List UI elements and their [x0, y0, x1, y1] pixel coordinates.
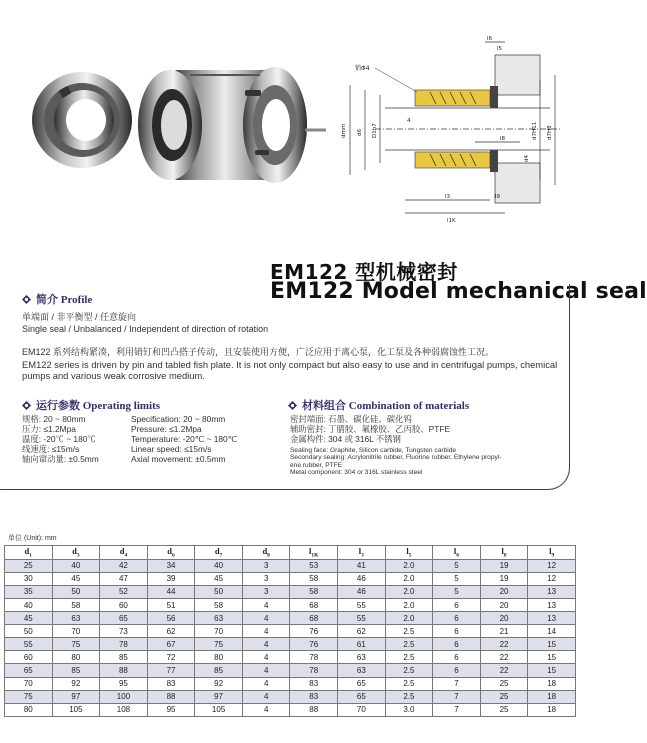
table-cell: 75 — [5, 690, 53, 703]
table-cell: 3 — [242, 585, 290, 598]
table-cell: 63 — [195, 612, 243, 625]
table-cell: 2.5 — [385, 690, 433, 703]
table-cell: 4 — [242, 703, 290, 716]
table-cell: 58 — [290, 585, 338, 598]
header-d7: $d_7$ — [195, 546, 243, 560]
table-cell: 73 — [100, 625, 148, 638]
materials-list-en — [290, 447, 501, 477]
table-cell: 58 — [52, 598, 100, 611]
table-cell: 58 — [290, 572, 338, 585]
header-l6: $l_6$ — [433, 546, 481, 560]
table-row — [5, 677, 576, 690]
material-metal-en: Metal component: 304 or 316L stainless steel — [290, 469, 423, 477]
table-cell: 55 — [338, 598, 386, 611]
table-cell: 2.5 — [385, 677, 433, 690]
table-cell: 13 — [528, 585, 576, 598]
header-l9: $l_9$ — [528, 546, 576, 560]
material-face-cn: 密封端面: 石墨、碳化硅、碳化钨 — [290, 414, 412, 424]
table-cell: 61 — [338, 638, 386, 651]
table-cell: 63 — [338, 664, 386, 677]
table-row — [5, 703, 576, 716]
table-cell: 25 — [480, 677, 528, 690]
table-cell: 35 — [5, 585, 53, 598]
table-cell: 76 — [290, 625, 338, 638]
material-face-en: Sealing face: Graphite, Silicon carbide, Tungsten carbide — [290, 447, 457, 454]
table-cell: 100 — [100, 690, 148, 703]
table-cell: 21 — [480, 625, 528, 638]
pin-label: 销Φ4 — [355, 65, 370, 72]
table-header-row — [5, 546, 576, 560]
table-cell: 83 — [290, 677, 338, 690]
table-cell: 65 — [338, 677, 386, 690]
table-cell: 6 — [433, 664, 481, 677]
table-cell: 77 — [147, 664, 195, 677]
table-cell: 78 — [290, 651, 338, 664]
table-cell: 4 — [242, 677, 290, 690]
table-row — [5, 572, 576, 585]
table-row — [5, 585, 576, 598]
table-cell: 85 — [195, 664, 243, 677]
table-cell: 58 — [195, 598, 243, 611]
table-cell: 19 — [480, 559, 528, 572]
table-cell: 46 — [338, 585, 386, 598]
table-cell: 22 — [480, 638, 528, 651]
header-d3: $d_3$ — [52, 546, 100, 560]
table-row — [5, 612, 576, 625]
table-cell: 6 — [433, 625, 481, 638]
table-row — [5, 598, 576, 611]
table-cell: 40 — [52, 559, 100, 572]
table-cell: 53 — [290, 559, 338, 572]
table-cell: 76 — [290, 638, 338, 651]
dim-d6: d6 — [357, 129, 363, 136]
table-cell: 67 — [147, 638, 195, 651]
material-secondary-cn: 辅助密封: 丁腈胶、氟橡胶、乙丙胶、PTFE — [290, 424, 451, 434]
page-title-en: EM122 Model mechanical seal — [270, 279, 647, 304]
table-cell: 4 — [242, 598, 290, 611]
table-cell: 92 — [52, 677, 100, 690]
table-cell: 41 — [338, 559, 386, 572]
table-cell: 56 — [147, 612, 195, 625]
table-cell: 40 — [5, 598, 53, 611]
header-l3: $l_3$ — [338, 546, 386, 560]
table-cell: 55 — [5, 638, 53, 651]
materials-heading-text: 材料组合 Combination of materials — [302, 400, 470, 412]
profile-desc-cn: EM122 系列结构紧凑，利用销钉和凹凸搭子传动，且安装使用方便，广泛应用于离心泵，化工泵及各种弱腐蚀性工况。 — [22, 347, 495, 357]
dim-l8: l8 — [500, 136, 506, 142]
table-cell: 13 — [528, 612, 576, 625]
limits-list-en — [131, 414, 237, 464]
table-cell: 95 — [147, 703, 195, 716]
table-cell: 68 — [290, 598, 338, 611]
table-cell: 62 — [147, 625, 195, 638]
material-secondary-en: Secondary sealing: Acrylonitrile rubber, Fluorine rubber, Ethylene propyl- — [290, 454, 502, 462]
dim-d4: d4 — [524, 155, 530, 162]
profile-desc-en: EM122 series is driven by pin and tabled fish plate. It is not only compact but also easy to use and in centrifugal pumps, chemical pumps and various weak corrosive medium. — [22, 359, 558, 382]
table-cell: 83 — [290, 690, 338, 703]
table-cell: 85 — [52, 664, 100, 677]
table-cell: 7 — [433, 703, 481, 716]
header-l1k: $l_{1K}$ — [290, 546, 338, 560]
dim-d7h8: d7H8 — [547, 125, 553, 140]
table-cell: 20 — [480, 598, 528, 611]
table-cell: 70 — [195, 625, 243, 638]
table-cell: 62 — [338, 625, 386, 638]
table-body — [5, 559, 576, 716]
rotating-unit-image — [138, 67, 326, 183]
table-cell: 5 — [433, 585, 481, 598]
table-cell: 12 — [528, 559, 576, 572]
table-cell: 25 — [5, 559, 53, 572]
table-cell: 4 — [242, 625, 290, 638]
table-cell: 95 — [100, 677, 148, 690]
table-cell: 42 — [100, 559, 148, 572]
table-cell: 45 — [5, 612, 53, 625]
table-row — [5, 559, 576, 572]
dim-l6: l6 — [487, 36, 493, 42]
profile-heading — [22, 291, 92, 307]
table-cell: 2.5 — [385, 625, 433, 638]
table-cell: 3 — [242, 559, 290, 572]
table-cell: 70 — [338, 703, 386, 716]
table-row — [5, 664, 576, 677]
limit-spec-en: Specification: 20 ~ 80mm — [131, 414, 226, 424]
table-cell: 4 — [242, 638, 290, 651]
table-cell: 47 — [100, 572, 148, 585]
table-cell: 2.0 — [385, 612, 433, 625]
limit-axial-cn: 轴向窜动量: ±0.5mm — [22, 454, 99, 464]
table-row — [5, 625, 576, 638]
diamond-icon — [22, 401, 31, 410]
table-cell: 70 — [52, 625, 100, 638]
table-cell: 2.5 — [385, 651, 433, 664]
dim-d7h11: d7H11 — [532, 121, 538, 140]
technical-drawing — [335, 30, 565, 230]
table-row — [5, 638, 576, 651]
limit-temp-cn: 温度: -20℃ ~ 180℃ — [22, 434, 96, 444]
table-cell: 50 — [5, 625, 53, 638]
limit-speed-en: Linear speed: ≤15m/s — [131, 444, 212, 454]
table-cell: 63 — [338, 651, 386, 664]
dim-l9: l9 — [495, 194, 501, 200]
table-cell: 65 — [100, 612, 148, 625]
table-cell: 2.0 — [385, 559, 433, 572]
table-cell: 88 — [100, 664, 148, 677]
table-cell: 108 — [100, 703, 148, 716]
table-cell: 80 — [195, 651, 243, 664]
table-cell: 40 — [195, 559, 243, 572]
table-cell: 45 — [195, 572, 243, 585]
table-cell: 60 — [100, 598, 148, 611]
table-cell: 4 — [242, 651, 290, 664]
materials-heading — [288, 397, 469, 413]
table-cell: 68 — [290, 612, 338, 625]
table-cell: 2.0 — [385, 598, 433, 611]
table-cell: 18 — [528, 690, 576, 703]
materials-list-cn — [290, 414, 450, 444]
table-cell: 20 — [480, 612, 528, 625]
dim-4: 4 — [407, 118, 411, 124]
header-d8: $d_8$ — [242, 546, 290, 560]
limit-temp-en: Temperature: -20℃ ~ 180℃ — [131, 434, 238, 444]
table-cell: 14 — [528, 625, 576, 638]
table-cell: 50 — [195, 585, 243, 598]
table-cell: 65 — [5, 664, 53, 677]
dim-dmm: dmm — [341, 123, 347, 138]
limit-spec-cn: 规格: 20 ~ 80mm — [22, 414, 86, 424]
table-cell: 30 — [5, 572, 53, 585]
table-cell: 78 — [290, 664, 338, 677]
table-cell: 25 — [480, 703, 528, 716]
table-cell: 20 — [480, 585, 528, 598]
limit-speed-cn: 线速度: ≤15m/s — [22, 444, 80, 454]
limit-pressure-en: Pressure: ≤1.2Mpa — [131, 424, 202, 434]
table-cell: 55 — [338, 612, 386, 625]
table-cell: 105 — [195, 703, 243, 716]
table-cell: 85 — [100, 651, 148, 664]
product-photo — [20, 30, 330, 210]
table-cell: 18 — [528, 677, 576, 690]
table-cell: 3.0 — [385, 703, 433, 716]
dim-l1k: l1K — [447, 218, 456, 224]
header-l8: $l_8$ — [480, 546, 528, 560]
diamond-icon — [22, 295, 31, 304]
table-cell: 88 — [147, 690, 195, 703]
header-l5: $l_5$ — [385, 546, 433, 560]
table-cell: 4 — [242, 690, 290, 703]
table-cell: 15 — [528, 638, 576, 651]
seat-ring-image — [32, 72, 132, 168]
diamond-icon — [288, 401, 297, 410]
header-d4: $d_4$ — [100, 546, 148, 560]
material-secondary-en-2: ene rubber, PTFE — [290, 461, 343, 469]
table-cell: 45 — [52, 572, 100, 585]
table-cell: 6 — [433, 638, 481, 651]
table-cell: 6 — [433, 598, 481, 611]
limits-list-cn — [22, 414, 99, 464]
profile-line-en: Single seal / Unbalanced / Independent of direction of rotation — [22, 324, 269, 334]
dim-l5: l5 — [497, 46, 503, 52]
table-cell: 6 — [433, 612, 481, 625]
table-cell: 7 — [433, 677, 481, 690]
table-cell: 39 — [147, 572, 195, 585]
profile-heading-text: 简介 Profile — [36, 294, 93, 306]
table-cell: 51 — [147, 598, 195, 611]
table-cell: 3 — [242, 572, 290, 585]
table-cell: 50 — [52, 585, 100, 598]
table-cell: 75 — [52, 638, 100, 651]
table-cell: 92 — [195, 677, 243, 690]
table-cell: 83 — [147, 677, 195, 690]
table-cell: 15 — [528, 664, 576, 677]
table-cell: 97 — [195, 690, 243, 703]
table-cell: 65 — [338, 690, 386, 703]
table-cell: 4 — [242, 664, 290, 677]
table-cell: 34 — [147, 559, 195, 572]
table-cell: 105 — [52, 703, 100, 716]
table-cell: 5 — [433, 572, 481, 585]
header-d6: $d_6$ — [147, 546, 195, 560]
table-cell: 2.5 — [385, 664, 433, 677]
table-cell: 78 — [100, 638, 148, 651]
table-cell: 6 — [433, 651, 481, 664]
table-cell: 22 — [480, 651, 528, 664]
table-cell: 60 — [5, 651, 53, 664]
table-row — [5, 651, 576, 664]
limits-heading-text: 运行参数 Operating limits — [36, 400, 161, 412]
table-cell: 75 — [195, 638, 243, 651]
dim-d1: D1h7 — [372, 123, 378, 138]
table-cell: 2.5 — [385, 638, 433, 651]
table-cell: 72 — [147, 651, 195, 664]
table-cell: 63 — [52, 612, 100, 625]
limit-axial-en: Axial movement: ±0.5mm — [131, 454, 226, 464]
table-row — [5, 690, 576, 703]
dim-l3: l3 — [445, 194, 451, 200]
table-cell: 80 — [5, 703, 53, 716]
table-cell: 5 — [433, 559, 481, 572]
unit-label: 单位 (Unit): mm — [8, 535, 57, 542]
table-cell: 46 — [338, 572, 386, 585]
table-cell: 97 — [52, 690, 100, 703]
table-cell: 4 — [242, 612, 290, 625]
table-cell: 7 — [433, 690, 481, 703]
table-cell: 22 — [480, 664, 528, 677]
table-cell: 25 — [480, 690, 528, 703]
page-title-cn: EM122 型机械密封 — [270, 260, 458, 284]
table-cell: 18 — [528, 703, 576, 716]
table-cell: 88 — [290, 703, 338, 716]
table-cell: 12 — [528, 572, 576, 585]
table-cell: 15 — [528, 651, 576, 664]
table-cell: 2.0 — [385, 585, 433, 598]
limits-heading — [22, 397, 160, 413]
table-cell: 70 — [5, 677, 53, 690]
limit-pressure-cn: 压力: ≤1.2Mpa — [22, 424, 76, 434]
material-metal-cn: 金属构件: 304 或 316L 不锈钢 — [290, 434, 401, 444]
spec-table — [4, 545, 576, 717]
profile-line-cn: 单端面 / 非平衡型 / 任意旋向 — [22, 312, 137, 322]
table-cell: 44 — [147, 585, 195, 598]
header-d1: $d_1$ — [5, 546, 53, 560]
table-cell: 52 — [100, 585, 148, 598]
table-cell: 2.0 — [385, 572, 433, 585]
table-cell: 13 — [528, 598, 576, 611]
table-cell: 19 — [480, 572, 528, 585]
table-cell: 80 — [52, 651, 100, 664]
